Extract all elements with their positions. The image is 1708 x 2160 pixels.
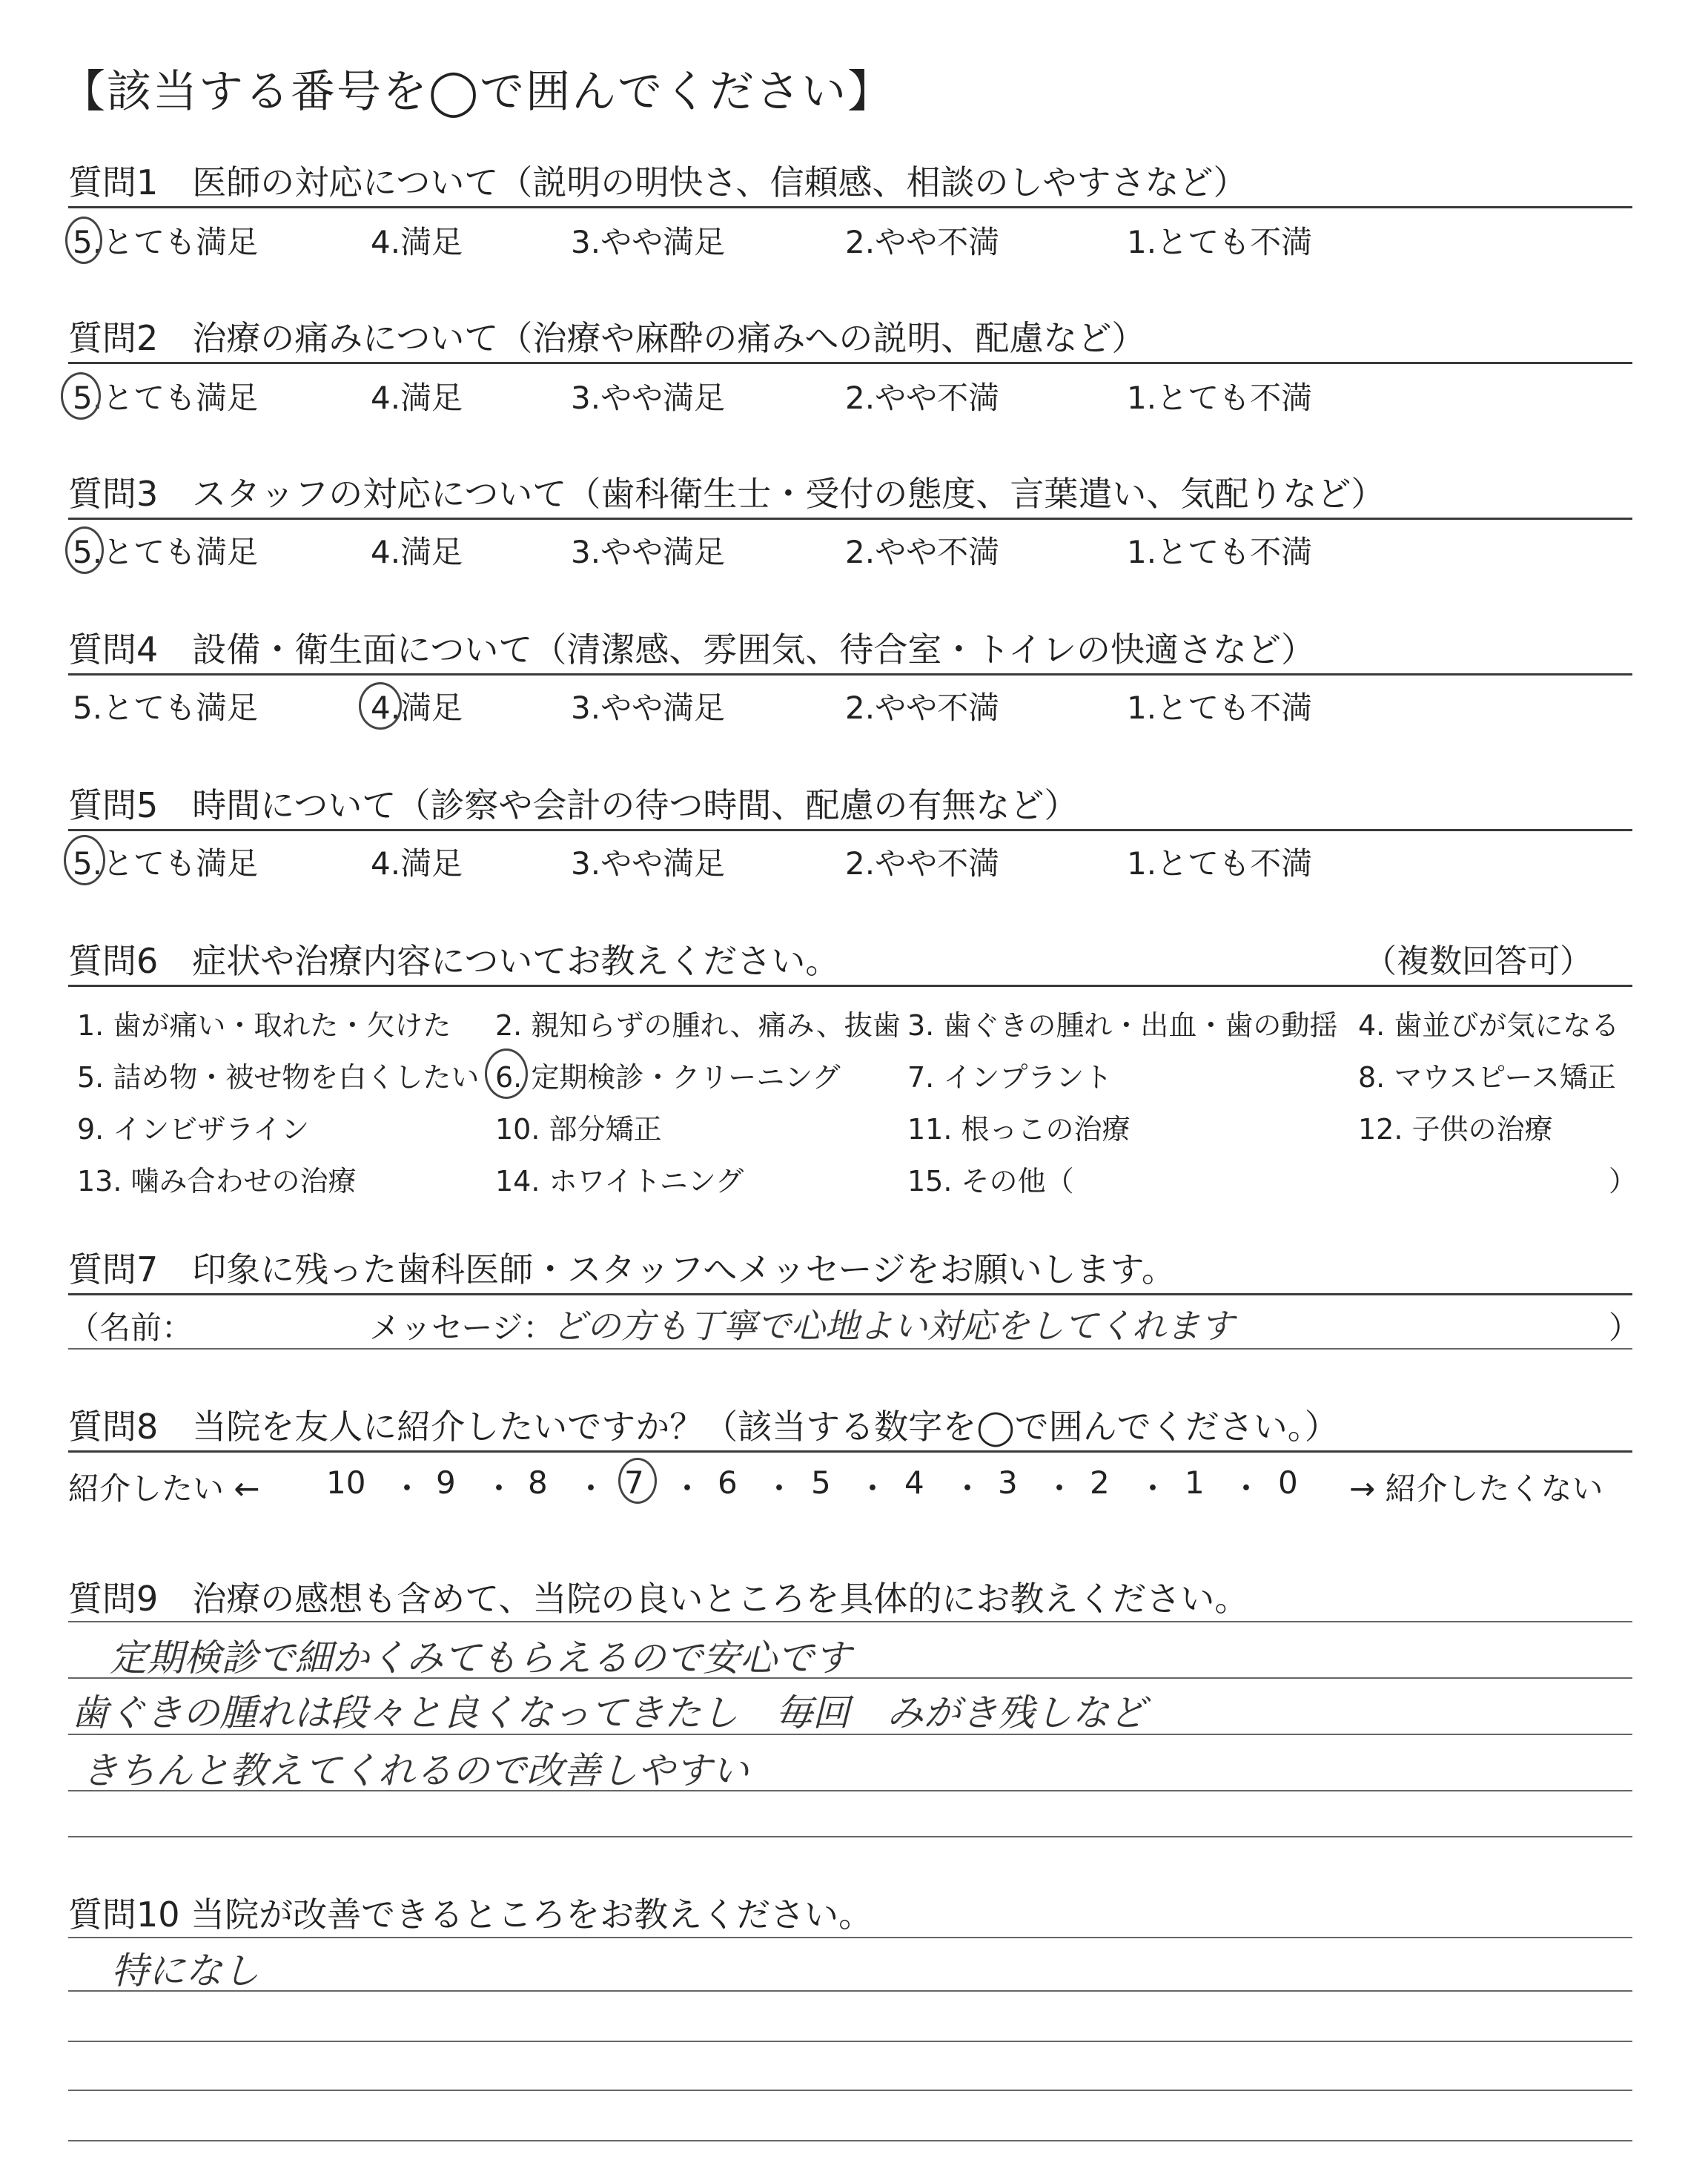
q6-item-11[interactable]: 11. 根っこの治療 — [907, 1113, 1131, 1146]
q2-option-1[interactable]: 1.とても不満 — [1127, 380, 1313, 416]
q6-item-6[interactable]: 6. 定期検診・クリーニング — [495, 1061, 841, 1094]
q4-option-4[interactable]: 4.満足 — [371, 690, 463, 726]
q6-note: （複数回答可） — [1364, 942, 1592, 980]
q10-line-3 — [68, 2041, 1632, 2042]
q5-rule — [68, 829, 1632, 831]
q6-item-14[interactable]: 14. ホワイトニング — [495, 1165, 744, 1198]
q4-option-3[interactable]: 3.やや満足 — [571, 690, 726, 726]
q10-line-2 — [68, 1990, 1632, 1992]
q10-label: 質問10 当院が改善できるところをお教えください。 — [68, 1895, 873, 1935]
q1-option-4[interactable]: 4.満足 — [371, 224, 463, 260]
q5-option-5[interactable]: 5.とても満足 — [73, 845, 259, 882]
q2-option-2[interactable]: 2.やや不満 — [845, 380, 1000, 416]
q8-dot: ・ — [952, 1470, 984, 1507]
q7-message-value[interactable]: どの方も丁寧で心地よい対応をしてくれます — [552, 1306, 1234, 1346]
q1-option-2[interactable]: 2.やや不満 — [845, 224, 1000, 260]
q9-label: 質問9 治療の感想も含めて、当院の良いところを具体的にお教えください。 — [68, 1579, 1249, 1619]
q1-option-5[interactable]: 5.とても満足 — [73, 224, 259, 260]
q3-selection-circle — [65, 526, 104, 574]
q6-item-4[interactable]: 4. 歯並びが気になる — [1358, 1009, 1620, 1042]
q4-label: 質問4 設備・衛生面について（清潔感、雰囲気、待合室・トイレの快適さなど） — [68, 630, 1316, 670]
q9-line-5 — [68, 1836, 1632, 1837]
q6-item-9[interactable]: 9. インビザライン — [77, 1113, 310, 1146]
q5-option-1[interactable]: 1.とても不満 — [1127, 845, 1313, 882]
q8-dot: ・ — [575, 1470, 607, 1507]
q3-label: 質問3 スタッフの対応について（歯科衛生士・受付の態度、言葉遣い、気配りなど） — [68, 474, 1386, 514]
q10-answer[interactable]: 特になし — [111, 1949, 259, 1992]
q10-line-1 — [68, 1937, 1632, 1938]
q6-item-7[interactable]: 7. インプラント — [907, 1061, 1113, 1094]
q2-rule — [68, 362, 1632, 364]
q2-option-5[interactable]: 5.とても満足 — [73, 380, 259, 416]
q3-option-1[interactable]: 1.とても不満 — [1127, 534, 1313, 570]
q2-option-3[interactable]: 3.やや満足 — [571, 380, 726, 416]
q8-dot: ・ — [1044, 1470, 1076, 1507]
q8-dot: ・ — [1137, 1470, 1169, 1507]
q8-dot: ・ — [857, 1470, 889, 1507]
q9-answer-line-1[interactable]: 定期検診で細かくみてもらえるので安心です — [110, 1636, 851, 1680]
q7-underline — [68, 1348, 1632, 1350]
q8-selection-circle — [618, 1458, 657, 1504]
q3-option-3[interactable]: 3.やや満足 — [571, 534, 726, 570]
q3-option-4[interactable]: 4.満足 — [371, 534, 463, 570]
q2-label: 質問2 治療の痛みについて（治療や麻酔の痛みへの説明、配慮など） — [68, 318, 1146, 358]
q8-num-4[interactable]: 4 — [904, 1464, 924, 1501]
q8-right-label: → 紹介したくない — [1349, 1470, 1603, 1507]
q6-other-close: ） — [1609, 1165, 1638, 1198]
q8-num-3[interactable]: 3 — [998, 1464, 1018, 1501]
q8-rule — [68, 1450, 1632, 1453]
q3-option-5[interactable]: 5.とても満足 — [73, 534, 259, 570]
q2-selection-circle — [61, 372, 101, 420]
q9-line-1 — [68, 1621, 1632, 1622]
q1-rule — [68, 206, 1632, 208]
q8-num-10[interactable]: 10 — [326, 1464, 366, 1501]
q6-rule — [68, 985, 1632, 987]
q8-num-6[interactable]: 6 — [718, 1464, 738, 1501]
q2-option-4[interactable]: 4.満足 — [371, 380, 463, 416]
q6-item-1[interactable]: 1. 歯が痛い・取れた・欠けた — [77, 1009, 451, 1042]
q8-num-0[interactable]: 0 — [1278, 1464, 1298, 1501]
q1-option-1[interactable]: 1.とても不満 — [1127, 224, 1313, 260]
q3-option-2[interactable]: 2.やや不満 — [845, 534, 1000, 570]
q6-item-8[interactable]: 8. マウスピース矯正 — [1358, 1061, 1616, 1094]
q6-item-12[interactable]: 12. 子供の治療 — [1358, 1113, 1553, 1146]
q6-item-15[interactable]: 15. その他（ — [907, 1165, 1074, 1198]
q6-item-13[interactable]: 13. 噛み合わせの治療 — [77, 1165, 357, 1198]
q6-item-5[interactable]: 5. 詰め物・被せ物を白くしたい — [77, 1061, 480, 1094]
q5-option-3[interactable]: 3.やや満足 — [571, 845, 726, 882]
q8-dot: ・ — [764, 1470, 795, 1507]
q10-line-5 — [68, 2140, 1632, 2141]
q8-num-5[interactable]: 5 — [811, 1464, 831, 1501]
q8-num-2[interactable]: 2 — [1090, 1464, 1110, 1501]
q7-close: ） — [1609, 1309, 1641, 1346]
q8-dot: ・ — [1231, 1470, 1262, 1507]
q8-num-7[interactable]: 7 — [624, 1464, 644, 1501]
q5-option-2[interactable]: 2.やや不満 — [845, 845, 1000, 882]
q8-left-label: 紹介したい ← — [68, 1470, 260, 1507]
q8-dot: ・ — [483, 1470, 515, 1507]
q5-option-4[interactable]: 4.満足 — [371, 845, 463, 882]
q9-answer-line-2[interactable]: 歯ぐきの腫れは段々と良くなってきたし 毎回 みがき残しなど — [71, 1691, 1146, 1734]
q8-num-8[interactable]: 8 — [528, 1464, 548, 1501]
q1-selection-circle — [65, 217, 102, 264]
q1-label: 質問1 医師の対応について（説明の明快さ、信頼感、相談のしやすさなど） — [68, 162, 1248, 202]
q6-selection-circle — [485, 1048, 528, 1099]
q3-rule — [68, 518, 1632, 520]
q8-dot: ・ — [391, 1470, 423, 1507]
q5-selection-circle — [64, 835, 105, 885]
q6-item-3[interactable]: 3. 歯ぐきの腫れ・出血・歯の動揺 — [907, 1009, 1338, 1042]
q1-option-3[interactable]: 3.やや満足 — [571, 224, 726, 260]
q4-option-5[interactable]: 5.とても満足 — [73, 690, 259, 726]
q8-num-1[interactable]: 1 — [1185, 1464, 1205, 1501]
q6-label: 質問6 症状や治療内容についてお教えください。 — [68, 941, 840, 981]
q7-label: 質問7 印象に残った歯科医師・スタッフへメッセージをお願いします。 — [68, 1249, 1176, 1289]
q7-rule — [68, 1293, 1632, 1295]
q4-rule — [68, 673, 1632, 676]
q8-label: 質問8 当院を友人に紹介したいですか？（該当する数字を◯で囲んでください。） — [68, 1407, 1339, 1447]
q4-selection-circle — [359, 682, 402, 730]
q7-name-label: （名前： — [68, 1309, 193, 1346]
q8-num-9[interactable]: 9 — [436, 1464, 456, 1501]
q7-message-label: メッセージ： — [369, 1309, 555, 1346]
q4-option-2[interactable]: 2.やや不満 — [845, 690, 1000, 726]
page-title: 【該当する番号を◯で囲んでください】 — [61, 66, 894, 118]
q6-item-2[interactable]: 2. 親知らずの腫れ、痛み、抜歯 — [495, 1009, 901, 1042]
q5-label: 質問5 時間について（診察や会計の待つ時間、配慮の有無など） — [68, 785, 1079, 825]
q10-line-4 — [68, 2090, 1632, 2091]
q6-item-10[interactable]: 10. 部分矯正 — [495, 1113, 662, 1146]
q4-option-1[interactable]: 1.とても不満 — [1127, 690, 1313, 726]
q9-answer-line-3[interactable]: きちんと教えてくれるので改善しやすい — [82, 1749, 749, 1792]
q8-dot: ・ — [672, 1470, 704, 1507]
